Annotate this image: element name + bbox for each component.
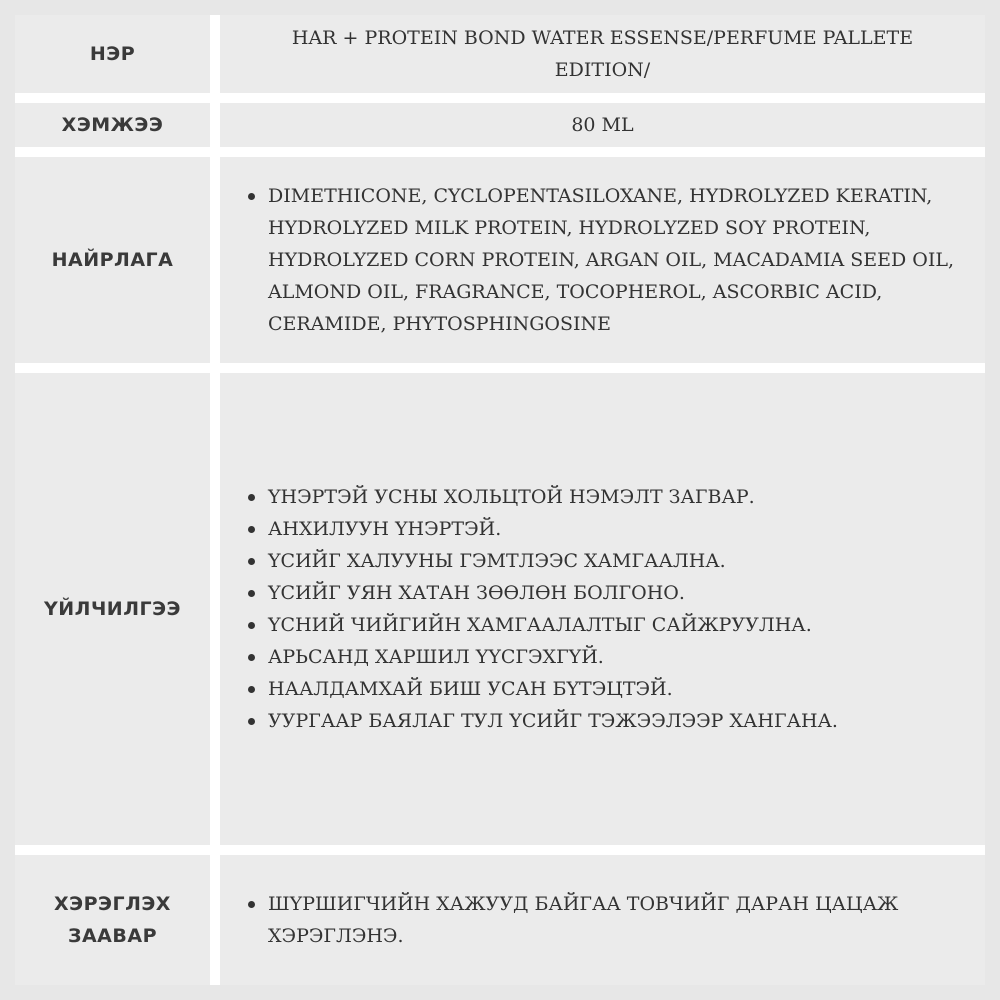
usage-label [54,888,171,952]
product-size: 80 ML [571,114,634,136]
effects-list-item: АНХИЛУУН ҮНЭРТЭЙ. [246,513,838,545]
size-label: ХЭМЖЭЭ [61,114,164,136]
usage-value-cell [220,855,985,985]
ingredients-list-item: DIMETHICONE, CYCLOPENTASILOXANE, HYDROLYZED KERATIN, HYDROLYZED MILK PROTEIN, HYDROLYZED SOY PROTEIN, HYDROLYZED CORN PROTEIN, ARGAN OIL, MACADAMIA SEED OIL, ALMOND OIL, FRAGRANCE, TOCOPHEROL, ASCORBIC ACID, CERAMIDE, PHYTOSPHINGOSINE [246,180,955,340]
effects-label-cell [15,373,210,845]
product-name: HAR + PROTEIN BOND WATER ESSENSE/PERFUME PALLETE EDITION/ [291,27,914,81]
effects-value-cell [220,373,985,845]
usage-list-item: ШҮРШИГЧИЙН ХАЖУУД БАЙГАА ТОВЧИЙГ ДАРАН ЦАЦАЖ ХЭРЭГЛЭНЭ. [246,888,955,952]
effects-list-item: ҮСИЙГ ХАЛУУНЫ ГЭМТЛЭЭС ХАМГААЛНА. [246,545,838,577]
product-info-table [15,15,985,985]
effects-list-item: ҮСИЙГ УЯН ХАТАН ЗӨӨЛӨН БОЛГОНО. [246,577,838,609]
size-label-cell [15,103,210,147]
ingredients-label-cell [15,157,210,363]
effects-list [246,481,838,737]
effects-label: ҮЙЛЧИЛГЭЭ [44,598,181,620]
name-label-cell [15,15,210,93]
usage-list [246,888,955,952]
effects-list-item: НААЛДАМХАЙ БИШ УСАН БҮТЭЦТЭЙ. [246,673,838,705]
ingredients-value-cell [220,157,985,363]
effects-list-item: ҮНЭРТЭЙ УСНЫ ХОЛЬЦТОЙ НЭМЭЛТ ЗАГВАР. [246,481,838,513]
name-value-cell [220,15,985,93]
usage-label-cell [15,855,210,985]
size-value-cell [220,103,985,147]
effects-list-item: УУРГААР БАЯЛАГ ТУЛ ҮСИЙГ ТЭЖЭЭЛЭЭР ХАНГАНА. [246,705,838,737]
usage-label-line1: ХЭРЭГЛЭХ [54,893,171,915]
ingredients-label: НАЙРЛАГА [51,249,174,271]
usage-label-line2: ЗААВАР [67,925,157,947]
effects-list-item: ҮСНИЙ ЧИЙГИЙН ХАМГААЛАЛТЫГ САЙЖРУУЛНА. [246,609,838,641]
effects-list-item: АРЬСАНД ХАРШИЛ ҮҮСГЭХГҮЙ. [246,641,838,673]
ingredients-list [246,180,955,340]
name-label: НЭР [89,43,136,65]
